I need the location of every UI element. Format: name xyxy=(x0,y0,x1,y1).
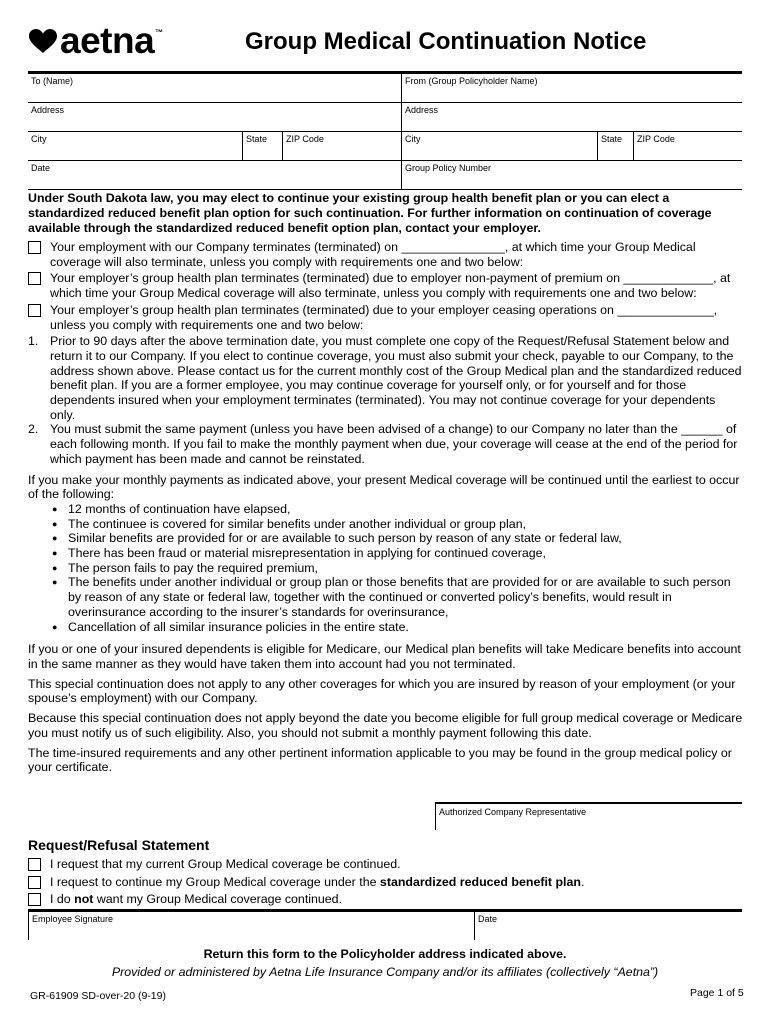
checkbox-employer-ceasing[interactable] xyxy=(28,304,41,317)
date-field[interactable]: Date xyxy=(28,161,402,190)
checkbox-item xyxy=(28,271,744,300)
trademark-symbol: ™ xyxy=(155,28,164,37)
item-number: 2. xyxy=(28,422,39,437)
bullet-icon: ● xyxy=(52,562,58,573)
checkbox-item xyxy=(28,303,744,332)
aetna-logo xyxy=(28,20,164,61)
intro-paragraph: Under South Dakota law, you may elect to continue your existing group health benefit plan or you can elect a standardized reduced benefit plan option for such continuation. For further information on continuation of coverage available through the standardized reduced benefit option plan, contact your employer. xyxy=(28,191,712,235)
address-right-field[interactable]: Address xyxy=(402,103,742,132)
signature-date-field[interactable]: Date xyxy=(478,914,498,924)
bullet-text: The continuee is covered for similar benefits under another individual or group plan, xyxy=(68,516,527,531)
checkbox-reduced-benefit-plan[interactable] xyxy=(28,876,41,889)
request-options xyxy=(28,856,584,909)
checkbox-item xyxy=(28,240,744,269)
form-number: GR-61909 SD-over-20 (9-19) xyxy=(30,990,166,1002)
city-right-field[interactable]: City xyxy=(402,132,598,161)
numbered-item-text: Prior to 90 days after the above termination date, you must complete one copy of the Request/Refusal Statement below and return it to our Company. If you elect to continue coverage, you must also submit your check, payable to our Company, to the address shown above. Please contact us for the current monthly cost of the Group Medical plan and the standardized reduced benefit plan. If you are a former employee, you may continue coverage for yourself only, or for yourself and for those dependents insured when your employment terminates (terminated). You may not continue coverage for your dependents only. xyxy=(50,334,742,422)
zip-right-field[interactable]: ZIP Code xyxy=(634,132,742,161)
bullet-icon: ● xyxy=(52,621,58,632)
authorized-rep-signature-field[interactable]: Authorized Company Representative xyxy=(435,802,742,830)
bullet-text: The benefits under another individual or group plan or those benefits that are provided for or are available to such person by reason of any state or federal law, together with the continued or converted policy’s benefits, would result in overinsurance according to the insurer’s standards for overinsurance, xyxy=(68,575,731,619)
request-option xyxy=(28,874,584,892)
return-instructions: Return this form to the Policyholder address indicated above. xyxy=(203,947,567,961)
checkbox-decline-coverage[interactable] xyxy=(28,893,41,906)
bullet-icon: ● xyxy=(52,503,58,514)
bullet-icon: ● xyxy=(52,518,58,529)
main-body xyxy=(28,240,744,775)
employee-signature-field[interactable]: Employee Signature xyxy=(28,912,475,940)
checkbox-plan-nonpayment[interactable] xyxy=(28,272,41,285)
bullet-text: Similar benefits are provided for or are available to such person by reason of any state or federal law, xyxy=(68,531,622,546)
numbered-item-text: You must submit the same payment (unless you have been advised of a change) to our Company no later than the ______ of each following month. If you fail to make the monthly payment when due, your coverage will cease at the end of the period for which payment has been made and cannot be reinstated. xyxy=(50,422,738,466)
signature-row xyxy=(28,909,742,940)
numbered-item xyxy=(28,334,744,422)
bullet-item xyxy=(28,502,744,517)
bullet-text: There has been fraud or material misrepresentation in applying for continued coverage, xyxy=(68,546,547,561)
bullet-text: 12 months of continuation have elapsed, xyxy=(68,501,291,516)
heart-icon xyxy=(28,28,58,54)
bullet-text: The person fails to pay the required premium, xyxy=(68,560,319,575)
eligibility-paragraph: Because this special continuation does not apply beyond the date you become eligible for full group medical coverage or Medicare you must notify us of such eligibility. Also, you should not submit a monthly payment following this date. xyxy=(28,711,743,740)
coverage-scope-paragraph: This special continuation does not apply to any other coverages for which you are insured by reason of your employment (or your spouse’s employment) with our Company. xyxy=(28,676,736,706)
bullet-item xyxy=(28,517,744,532)
continuation-intro: If you make your monthly payments as indicated above, your present Medical coverage will be continued until the earliest to occur of the following: xyxy=(28,472,740,502)
bullet-icon: ● xyxy=(52,548,58,559)
bullet-item xyxy=(28,561,744,576)
state-right-field[interactable]: State xyxy=(598,132,634,161)
numbered-item xyxy=(28,422,744,466)
header xyxy=(28,22,743,66)
request-option xyxy=(28,856,584,874)
address-fields xyxy=(28,71,742,190)
page-title: Group Medical Continuation Notice xyxy=(245,28,647,55)
group-policy-number-field[interactable]: Group Policy Number xyxy=(402,161,742,190)
bullet-text: Cancellation of all similar insurance policies in the entire state. xyxy=(68,619,409,634)
medicare-paragraph: If you or one of your insured dependents is eligible for Medicare, our Medical plan benefits will take Medicare benefits into account in the same manner as they would have taken them into account had you not terminated. xyxy=(28,642,741,671)
bullet-icon: ● xyxy=(52,577,58,588)
checkbox-item-text: Your employment with our Company terminates (terminated) on _______________, at which time your Group Medical coverage will also terminate, unless you comply with requirements one and two below: xyxy=(50,240,696,269)
zip-left-field[interactable]: ZIP Code xyxy=(283,132,402,161)
city-left-field[interactable]: City xyxy=(28,132,243,161)
bullet-item xyxy=(28,575,744,619)
option-text: I do not want my Group Medical coverage continued. xyxy=(50,892,343,906)
address-left-field[interactable]: Address xyxy=(28,103,402,132)
logo-wordmark: aetna xyxy=(60,20,155,61)
checkbox-employment-terminates[interactable] xyxy=(28,241,41,254)
bullet-icon: ● xyxy=(52,533,58,544)
request-option xyxy=(28,891,584,909)
from-policyholder-field[interactable]: From (Group Policyholder Name) xyxy=(402,74,742,103)
item-number: 1. xyxy=(28,334,39,349)
state-left-field[interactable]: State xyxy=(243,132,283,161)
bullet-item xyxy=(28,620,744,635)
request-refusal-title: Request/Refusal Statement xyxy=(28,837,210,853)
option-text: I request that my current Group Medical coverage be continued. xyxy=(50,857,401,871)
provided-by-note: Provided or administered by Aetna Life Insurance Company and/or its affiliates (collectively “Aetna”) xyxy=(111,965,659,979)
option-text: I request to continue my Group Medical coverage under the standardized reduced benefit plan. xyxy=(50,874,585,889)
to-name-field[interactable]: To (Name) xyxy=(28,74,402,103)
bullet-item xyxy=(28,531,744,546)
checkbox-continue-coverage[interactable] xyxy=(28,858,41,871)
checkbox-item-text: Your employer’s group health plan terminates (terminated) due to your employer ceasing operations on ______________, unless you comply with requirements one and two below: xyxy=(50,302,718,332)
page-number: Page 1 of 5 xyxy=(690,987,744,999)
checkbox-item-text: Your employer’s group health plan terminates (terminated) due to employer non-payment of premium on _____________, at which time your Group Medical coverage will also terminate, unless you comply with requirements one and two below: xyxy=(50,271,731,301)
bullet-item xyxy=(28,546,744,561)
requirements-paragraph: The time-insured requirements and any other pertinent information applicable to you may be found in the group medical policy or your certificate. xyxy=(28,745,732,775)
